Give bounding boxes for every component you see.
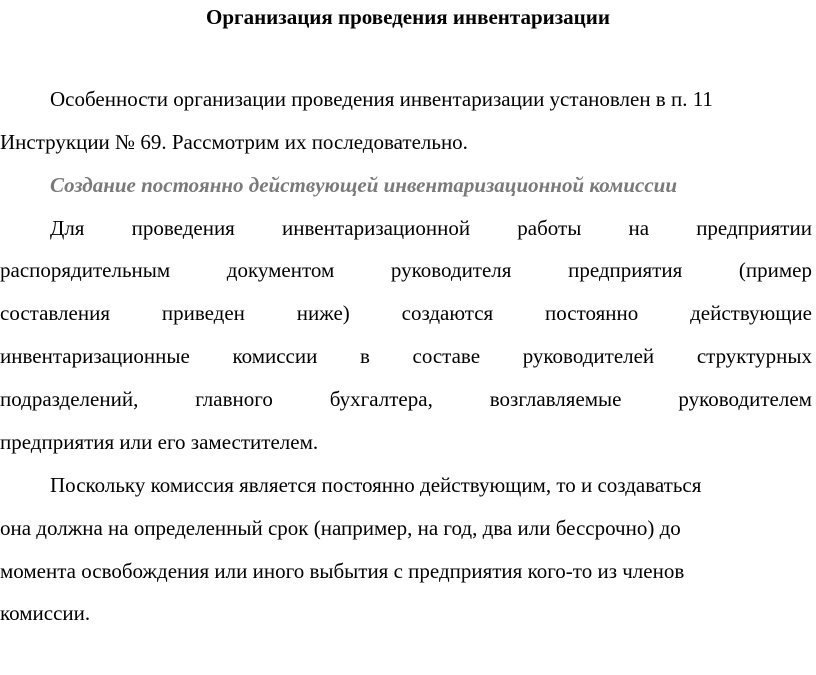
paragraph2-line6: предприятия или его заместителем. <box>0 430 319 454</box>
paragraph1-line1: Особенности организации проведения инвентаризации установлен в п. 11 <box>50 87 713 111</box>
word: постоянно <box>545 301 639 325</box>
paragraph2-line5 <box>0 386 812 412</box>
word: инвентаризационные <box>0 344 190 368</box>
word: руководителем <box>678 387 812 411</box>
word: главного <box>195 387 273 411</box>
word: возглавляемые <box>489 387 622 411</box>
word: действующие <box>690 301 812 325</box>
paragraph2-line4 <box>0 343 812 369</box>
word: составе <box>412 344 481 368</box>
word: комиссии <box>232 344 318 368</box>
word: бухгалтера, <box>329 387 433 411</box>
word: документом <box>226 258 335 282</box>
word: на <box>628 216 650 240</box>
word: распорядительным <box>0 258 171 282</box>
paragraph3-line3: момента освобождения или иного выбытия с предприятия кого-то из членов <box>0 559 685 583</box>
paragraph3-line2: она должна на определенный срок (например, на год, два или бессрочно) до <box>0 516 681 540</box>
paragraph2-line2 <box>0 257 812 283</box>
paragraph2-line3 <box>0 300 812 326</box>
word: предприятии <box>696 216 812 240</box>
word: руководителей <box>522 344 655 368</box>
word: руководителя <box>390 258 512 282</box>
word: ниже) <box>296 301 350 325</box>
word: проведения <box>131 216 235 240</box>
word: структурных <box>696 344 812 368</box>
document-title: Организация проведения инвентаризации <box>206 5 610 29</box>
section-subheading: Создание постоянно действующей инвентаризационной комиссии <box>50 173 677 197</box>
word: Для <box>50 216 85 240</box>
word: инвентаризационной <box>282 216 471 240</box>
paragraph3-line4: комиссии. <box>0 601 91 625</box>
word: работы <box>517 216 582 240</box>
paragraph1-line2: Инструкции № 69. Рассмотрим их последовательно. <box>0 130 468 154</box>
word: в <box>359 344 370 368</box>
word: подразделений, <box>0 387 139 411</box>
word: составления <box>0 301 110 325</box>
word: приведен <box>161 301 245 325</box>
paragraph3-line1: Поскольку комиссия является постоянно действующим, то и создаваться <box>50 473 702 497</box>
word: предприятия <box>568 258 683 282</box>
word: создаются <box>401 301 494 325</box>
word: (пример <box>738 258 812 282</box>
paragraph2-line1 <box>50 215 812 241</box>
